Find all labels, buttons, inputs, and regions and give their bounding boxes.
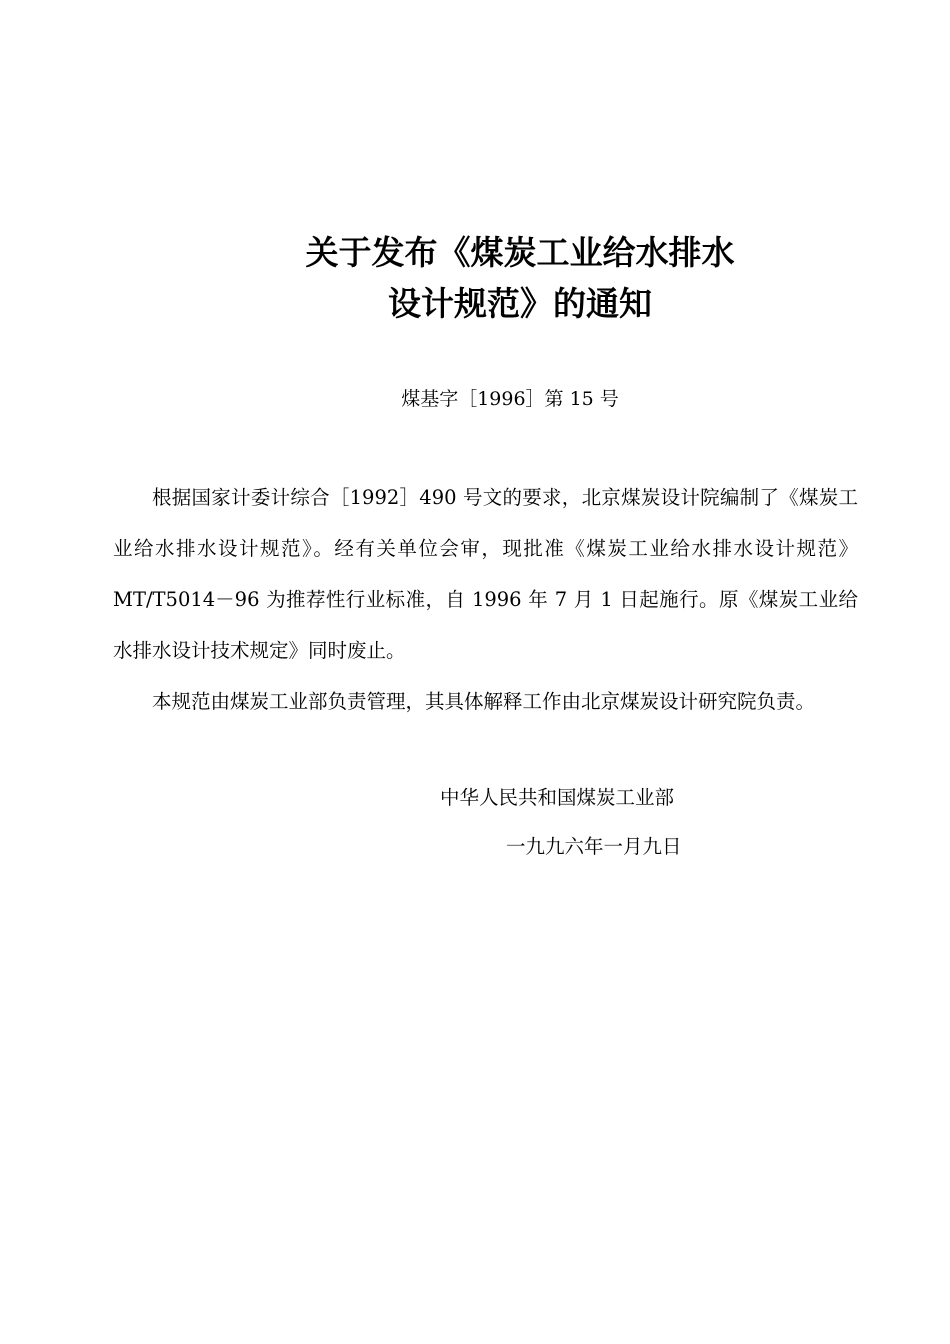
body-paragraph-1-block — [113, 472, 858, 676]
issue-date: 一九九六年一月九日 — [506, 835, 682, 858]
document-number: 煤基字［1996］第 15 号 — [401, 388, 619, 410]
issuer-signature: 中华人民共和国煤炭工业部 — [440, 786, 675, 809]
document-title-line-1: 关于发布《煤炭工业给水排水 — [305, 233, 735, 272]
document-title-line-2: 设计规范》的通知 — [388, 284, 652, 323]
body-paragraph-1: 根据国家计委计综合［1992］490 号文的要求，北京煤炭设计院编制了《煤炭工业给水排水设计规范》。经有关单位会审，现批准《煤炭工业给水排水设计规范》MT/T5014－96 为推荐性行业标准，自 1996 年 7 月 1 日起施行。原《煤炭工业给水排水设计技术规定》同时废止。 — [113, 486, 858, 662]
body-paragraph-2: 本规范由煤炭工业部负责管理，其具体解释工作由北京煤炭设计研究院负责。 — [152, 690, 816, 713]
body-paragraph-2-block — [113, 676, 858, 727]
